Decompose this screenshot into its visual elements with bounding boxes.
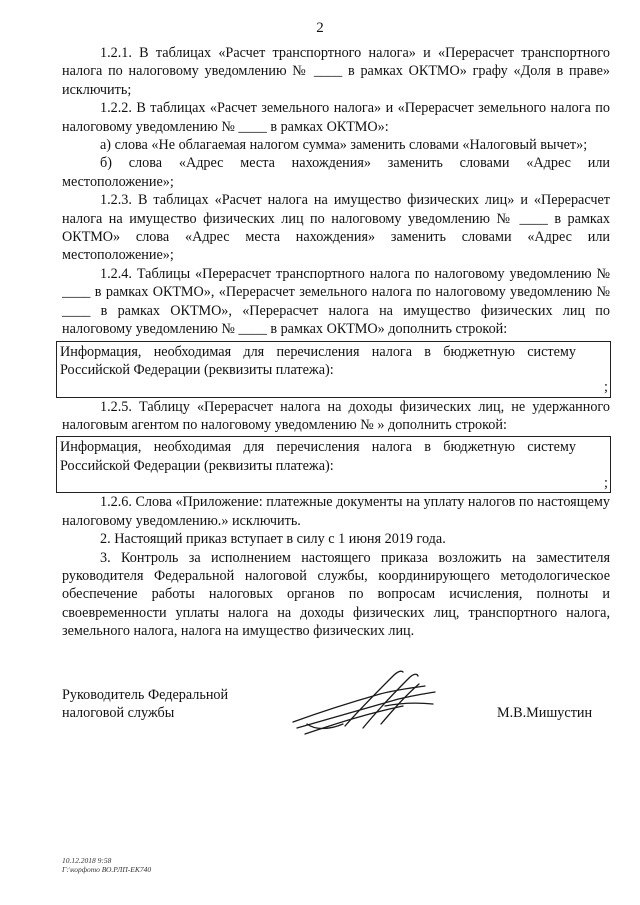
- box-2-semicolon: ;: [604, 474, 608, 491]
- position-line-2: налоговой службы: [62, 705, 175, 722]
- paragraph-1-2-3: 1.2.3. В таблицах «Расчет налога на имущество физических лиц» и «Перерасчет налога на имущество физических лиц по налоговому уведомлению № ____ в рамках ОКТМО» слова «Адрес места нахождения» заменить словами «Адрес или местоположение»;: [62, 192, 610, 264]
- stamp-date: 10.12.2018 9:58: [62, 856, 112, 865]
- paragraph-1-2-5: 1.2.5. Таблицу «Перерасчет налога на доходы физических лиц, не удержанного налоговым агентом по налоговому уведомлению № » дополнить строкой:: [62, 398, 610, 433]
- box-1-semicolon: ;: [604, 379, 608, 396]
- stamp-path: Г:\корфото ВО.РЛП-ЕК740: [62, 865, 152, 874]
- paragraph-1-2-4: 1.2.4. Таблицы «Перерасчет транспортного налога по налоговому уведомлению № ____ в рамках ОКТМО», «Перерасчет земельного налога по налоговому уведомлению № ____ в рамках ОКТМО», «Перерасчет налога на имущество физических лиц по налоговому уведомлению № ____ в рамках ОКТМО» дополнить строкой:: [62, 265, 610, 338]
- table-row-box-2: [56, 436, 611, 493]
- paragraph-1-2-2: 1.2.2. В таблицах «Расчет земельного налога» и «Перерасчет земельного налога по налоговому уведомлению № ____ в рамках ОКТМО»:: [62, 100, 610, 135]
- paragraph-b: б) слова «Адрес места нахождения» заменить словами «Адрес или местоположение»;: [62, 155, 610, 190]
- signatory-position: [62, 686, 228, 723]
- paragraph-1-2-1: 1.2.1. В таблицах «Расчет транспортного налога» и «Перерасчет транспортного налога по налоговому уведомлению № ____ в рамках ОКТМО» графу «Доля в праве» исключить;: [62, 45, 610, 98]
- table-row-box-1: [56, 341, 611, 398]
- box-1-text: Информация, необходимая для перечисления налога в бюджетную систему Российской Федерации (реквизиты платежа):: [60, 343, 576, 378]
- paragraph-2: 2. Настоящий приказ вступает в силу с 1 июня 2019 года.: [100, 531, 446, 548]
- print-stamp: [62, 856, 151, 874]
- signatory-name: М.В.Мишустин: [497, 705, 593, 721]
- document-body: [62, 44, 610, 641]
- signature-image: [285, 664, 445, 744]
- page-number: 2: [316, 20, 324, 36]
- paragraph-a: а) слова «Не облагаемая налогом сумма» заменить словами «Налоговый вычет»;: [100, 137, 588, 154]
- paragraph-3: 3. Контроль за исполнением настоящего приказа возложить на заместителя руководителя Федеральной налоговой службы, координирующего методологическое обеспечение работы налоговых органов по вопросам исчисления, полноты и своевременности уплаты налога на доходы физических лиц, транспортного налога, земельного налога, налога на имущество физических лиц.: [62, 549, 610, 640]
- paragraph-1-2-6: 1.2.6. Слова «Приложение: платежные документы на уплату налогов по настоящему налоговому уведомлению.» исключить.: [62, 494, 610, 529]
- box-2-text: Информация, необходимая для перечисления налога в бюджетную систему Российской Федерации (реквизиты платежа):: [60, 439, 576, 474]
- position-line-1: Руководитель Федеральной: [62, 687, 229, 703]
